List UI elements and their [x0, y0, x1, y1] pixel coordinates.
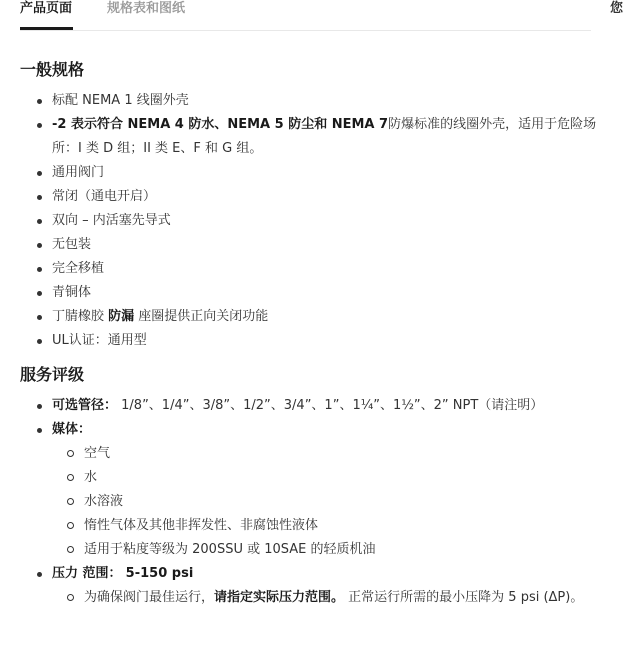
general-specs-list: [20, 89, 600, 353]
list-item: [20, 185, 600, 209]
list-item-text: 通用阀门: [52, 165, 105, 180]
media-label: 媒体：: [52, 422, 92, 437]
list-item-pressure: [20, 562, 600, 610]
list-item: [20, 281, 600, 305]
spec-content: [20, 40, 600, 610]
sublist-item: [52, 490, 600, 514]
list-item: [20, 233, 600, 257]
list-item-text: 座圈提供正向关闭功能: [134, 309, 269, 324]
media-sublist: [52, 442, 600, 562]
sublist-item-bold-text: 请指定实际压力范围。: [214, 590, 345, 605]
service-ratings-heading: 服务评级: [20, 365, 85, 384]
sublist-item-text: 空气: [84, 446, 111, 461]
list-item: [20, 329, 600, 353]
sublist-item: [52, 514, 600, 538]
list-item-text: UL认证：通用型: [52, 333, 147, 348]
service-ratings-list: [20, 394, 600, 610]
list-item: [20, 113, 600, 161]
list-item-text: 防爆标准的线圈外壳，适用于危险场所：I 类 D 组；II 类 E、F 和 G 组。: [52, 117, 597, 156]
tab-bar: [0, 0, 621, 32]
list-item: [20, 257, 600, 281]
tab-spec-sheets[interactable]: 规格表和图纸: [107, 1, 186, 16]
sublist-item-text: 适用于粘度等级为 200SSU 或 10SAE 的轻质机油: [84, 542, 376, 557]
sublist-item-text: 水溶液: [84, 494, 124, 509]
sublist-item: [52, 442, 600, 466]
sublist-item-text: 正常运行所需的最小压降为 5 psi (ΔP)。: [344, 590, 584, 605]
sublist-item-text: 惰性气体及其他非挥发性、非腐蚀性液体: [84, 518, 319, 533]
list-item-text: 丁腈橡胶: [52, 309, 109, 324]
list-item: [20, 209, 600, 233]
list-item-bold-text: -2 表示符合 NEMA 4 防水、NEMA 5 防尘和 NEMA 7: [52, 117, 389, 132]
sublist-item-text: 为确保阀门最佳运行，: [84, 590, 215, 605]
list-item-text: 双向 – 内活塞先导式: [52, 213, 171, 228]
list-item-media: [20, 418, 600, 562]
general-specs-heading: 一般规格: [20, 60, 85, 79]
list-item: [20, 161, 600, 185]
list-item-text: 标配 NEMA 1 线圈外壳: [52, 93, 189, 108]
tab-product-page[interactable]: 产品页面: [20, 1, 73, 16]
tab-divider: [20, 30, 591, 31]
pressure-sublist: [52, 586, 600, 610]
list-item: [20, 89, 600, 113]
sublist-item: [52, 466, 600, 490]
sublist-item: [52, 586, 600, 610]
cut-off-tab-text[interactable]: 您: [610, 1, 623, 16]
list-item-text: 青铜体: [52, 285, 92, 300]
list-item-text: 无包装: [52, 237, 92, 252]
sublist-item-text: 水: [84, 470, 98, 485]
list-item-text: 完全移植: [52, 261, 105, 276]
pressure-label: 压力 范围：: [52, 566, 122, 581]
list-item: [20, 305, 600, 329]
sublist-item: [52, 538, 600, 562]
pipe-sizes-label: 可选管径：: [52, 398, 118, 413]
list-item-text: 常闭（通电开启）: [52, 189, 157, 204]
list-item-bold-text: 防漏: [108, 309, 135, 324]
pressure-value: 5-150 psi: [125, 566, 194, 581]
list-item-pipe-sizes: [20, 394, 600, 418]
pipe-sizes-values: 1/8”、1/4”、3/8”、1/2”、3/4”、1”、1¼”、1½”、2” NPT（请注明）: [117, 398, 544, 413]
